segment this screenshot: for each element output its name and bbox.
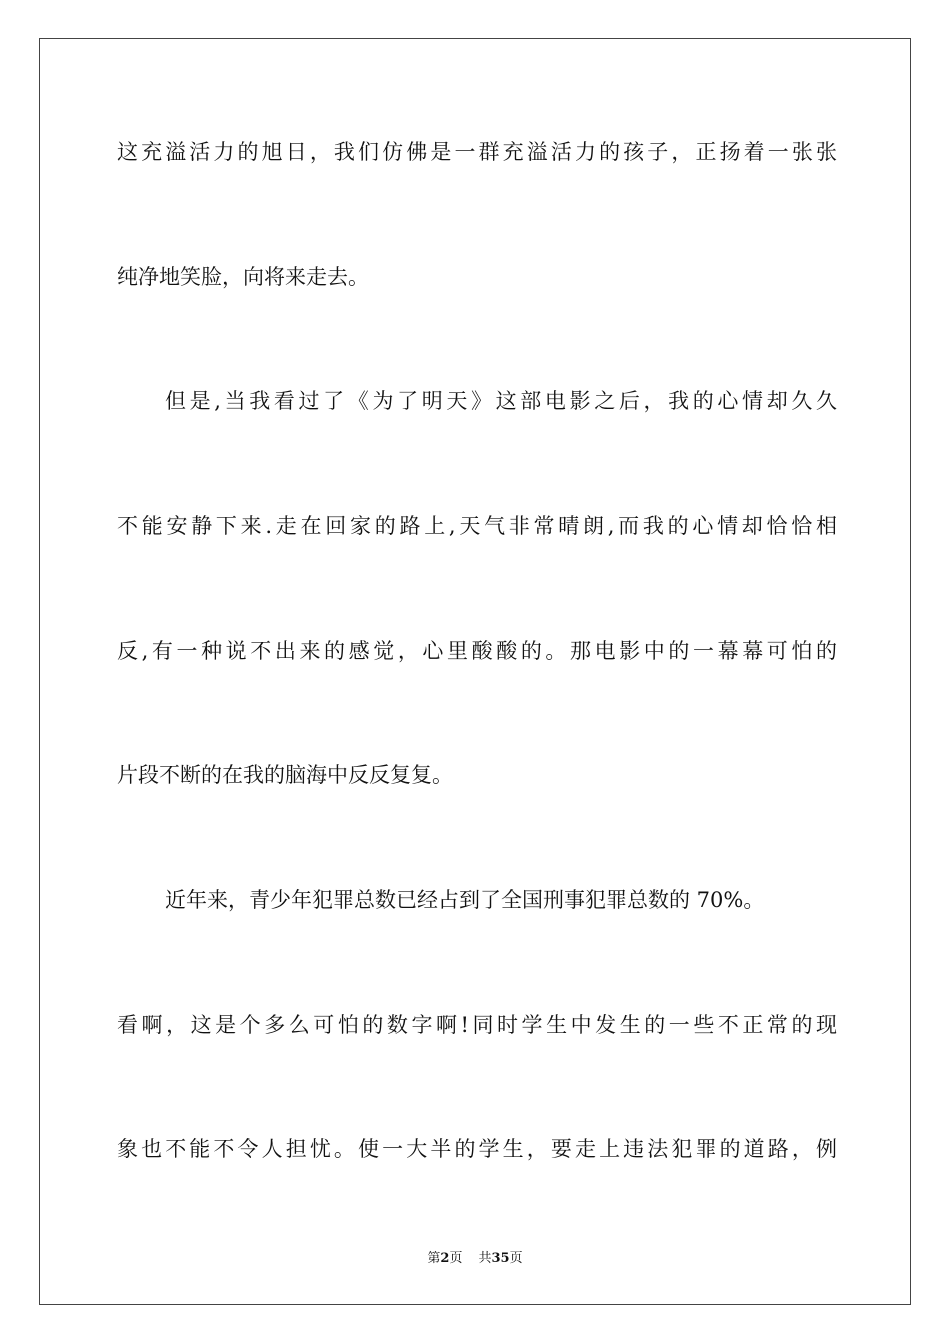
text-line-6: 片段不断的在我的脑海中反反复复。 xyxy=(117,763,453,787)
text-line-1: 这充溢活力的旭日，我们仿佛是一群充溢活力的孩子，正扬着一张张 xyxy=(117,140,837,164)
text-line-5: 反,有一种说不出来的感觉，心里酸酸的。那电影中的一幕幕可怕的 xyxy=(117,639,837,663)
text-line-2: 纯净地笑脸，向将来走去。 xyxy=(117,265,369,289)
text-line-4: 不能安静下来.走在回家的路上,天气非常晴朗,而我的心情却恰恰相 xyxy=(117,514,837,538)
page-suffix: 页 xyxy=(449,1251,463,1266)
total-prefix: 共 xyxy=(478,1251,492,1266)
text-line-8: 看啊，这是个多么可怕的数字啊!同时学生中发生的一些不正常的现 xyxy=(117,1013,837,1037)
total-pages: 35 xyxy=(491,1251,510,1266)
page-prefix: 第 xyxy=(427,1251,441,1266)
text-line-9: 象也不能不令人担忧。使一大半的学生，要走上违法犯罪的道路，例 xyxy=(117,1137,837,1161)
page-number: 2 xyxy=(440,1251,450,1266)
page-footer xyxy=(0,1247,950,1266)
page-border xyxy=(39,38,911,1305)
text-line-3: 但是,当我看过了《为了明天》这部电影之后，我的心情却久久 xyxy=(165,389,837,413)
text-line-7: 近年来，青少年犯罪总数已经占到了全国刑事犯罪总数的 70%。 xyxy=(165,888,765,912)
total-suffix: 页 xyxy=(509,1251,523,1266)
